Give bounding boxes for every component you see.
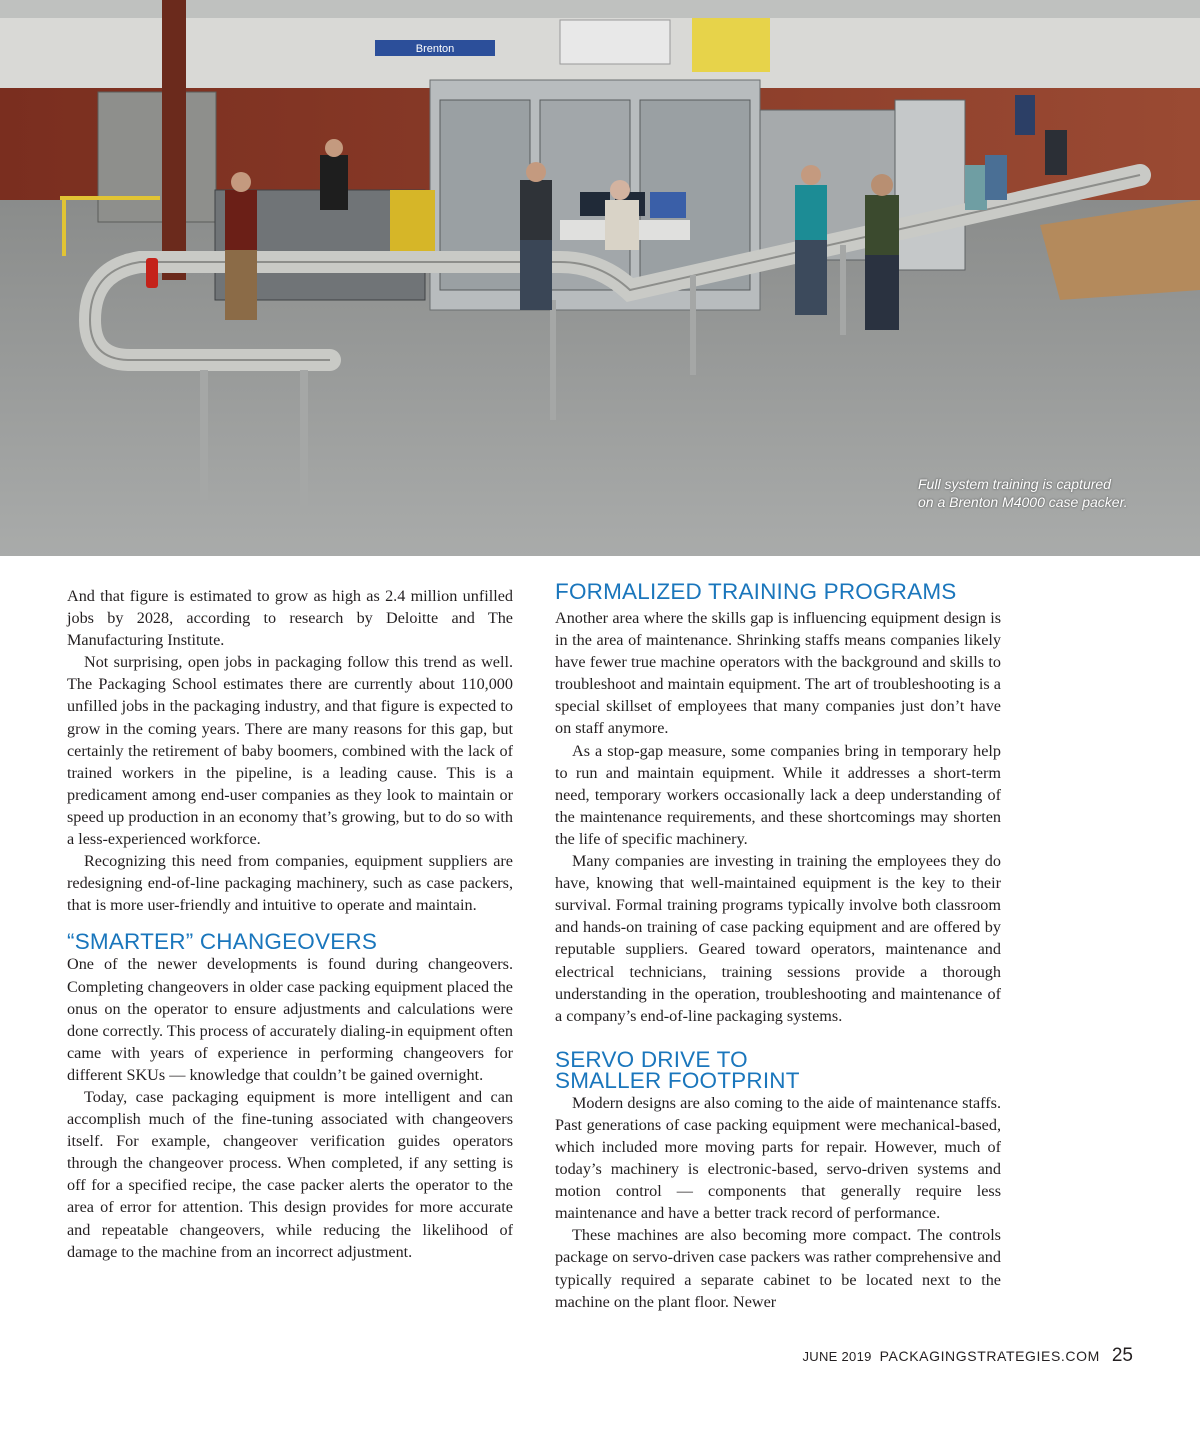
section-heading-servo-drive — [555, 1046, 1001, 1091]
issue-date: JUNE 2019 — [802, 1349, 872, 1364]
heading-line-2: SMALLER FOOTPRINT — [555, 1067, 800, 1093]
photo-caption — [918, 475, 1188, 511]
right-paragraph-4: Modern designs are also coming to the aide of maintenance staffs. Past generations of case packing equipment were mechanical-based, which included more moving parts for repair. However, much of today’s machinery is electronic-based, servo-driven systems and motion control — components that generally require less maintenance and have a better track record of performance. — [555, 1093, 1001, 1223]
caption-line-1: Full system training is captured — [918, 476, 1111, 492]
right-paragraph-5: These machines are also becoming more compact. The controls package on servo-driven case packers was rather comprehensive and typically required a separate cabinet to be located next to the machine on the plant floor. Newer — [555, 1226, 1001, 1311]
right-paragraph-1: Another area where the skills gap is influencing equipment design is in the area of maintenance. Shrinking staffs means companies likely have fewer true machine operators with the background and skills to troubleshoot and maintain equipment. The art of troubleshooting is a special skillset of employees that many companies just don’t have on staff anymore. — [555, 609, 1001, 738]
left-paragraph-1: And that figure is estimated to grow as high as 2.4 million unfilled jobs by 2028, according to research by Deloitte and The Manufacturing Institute. — [67, 587, 513, 650]
right-column — [555, 578, 1001, 1313]
left-paragraph-5: Today, case packaging equipment is more intelligent and can accomplish much of the fine-tuning associated with changeovers itself. For example, changeover verification guides operators through the changeover process. When completed, if any setting is off for a specified recipe, the case packer alerts the operator to the area of error for attention. This design provides for more accurate and repeatable changeovers, while reducing the likelihood of damage to the machine from an incorrect adjustment. — [67, 1087, 513, 1261]
right-paragraph-2: As a stop-gap measure, some companies bring in temporary help to run and maintain equipment. While it addresses a short-term need, temporary workers occasionally lack a deep understanding of the maintenance requirements, and these shortcomings may shorten the life of specific machinery. — [555, 741, 1001, 848]
section-heading-formalized-training: FORMALIZED TRAINING PROGRAMS — [555, 579, 957, 604]
website-link[interactable]: PACKAGINGSTRATEGIES.COM — [879, 1348, 1100, 1364]
caption-line-2: on a Brenton M4000 case packer. — [918, 494, 1128, 510]
fire-extinguisher — [146, 258, 158, 288]
door-left — [98, 92, 166, 222]
factory-photo-illustration — [0, 0, 1200, 556]
page-footer — [802, 1345, 1133, 1367]
right-paragraph-3: Many companies are investing in training the employees they do have, knowing that well-maintained equipment is the key to their survival. Formal training programs typically involve both classroom and hands-on training of case packing equipment and are offered by reputable suppliers. Geared toward operators, maintenance and electrical technicians, training sessions provide a thorough understanding in the operation, troubleshooting and maintenance of a company’s end-of-line packaging systems. — [555, 852, 1001, 1025]
section-heading-smarter-changeovers: “SMARTER” CHANGEOVERS — [67, 929, 378, 955]
left-paragraph-4: One of the newer developments is found during changeovers. Completing changeovers in older case packing equipment placed the onus on the operator to ensure adjustments and calculations were done correctly. This process of accurately dialing-in equipment often came with years of experience in performing changeovers for different SKUs — knowledge that couldn’t be gained overnight. — [67, 955, 513, 1084]
banner-text: Brenton — [415, 43, 455, 55]
left-paragraph-3: Recognizing this need from companies, equipment suppliers are redesigning end-of-line packaging machinery, such as case packers, that is more user-friendly and intuitive to operate and maintain. — [67, 852, 513, 915]
heading-line-1: SERVO DRIVE TO — [555, 1046, 748, 1072]
factory-photo — [0, 0, 1200, 556]
left-paragraph-2: Not surprising, open jobs in packaging follow this trend as well. The Packaging School estimates there are currently about 110,000 unfilled jobs in the packaging industry, and that figure is expected to grow in the coming years. There are many reasons for this gap, but certainly the retirement of baby boomers, combined with the lack of trained workers in the pipeline, is a leading cause. This is a predicament among end-user companies as they look to maintain or speed up production in an economy that’s growing, but to do so with a less-experienced workforce. — [67, 653, 513, 849]
pillar — [162, 0, 186, 280]
page-number: 25 — [1111, 1345, 1133, 1366]
left-column — [67, 585, 513, 1263]
